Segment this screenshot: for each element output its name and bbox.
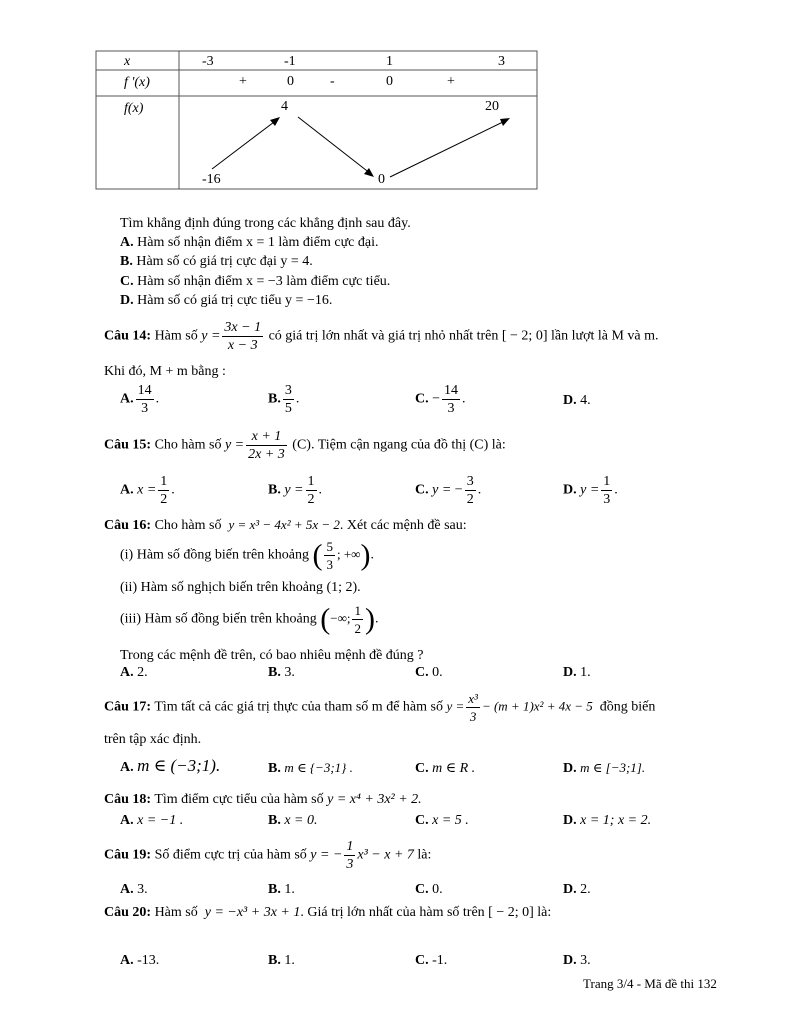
q19-option: B. 1. [268,882,295,897]
q16-stem: Câu 16: Cho hàm số y = x³ − 4x² + 5x − 2. Xét các mệnh đề sau: [104,517,467,533]
q13-option: B. Hàm số có giá trị cực đại y = 4. [120,254,313,269]
table-f-label: f(x) [124,101,144,116]
q20-stem: Câu 20: Hàm số y = −x³ + 3x + 1. Giá trị lớn nhất của hàm số trên [ − 2; 0] là: [104,905,552,920]
q20-option: D. 3. [563,953,591,968]
q19-option: A. 3. [120,882,148,897]
table-sign: 0 [287,74,294,89]
q16-statement-1: (i) Hàm số đồng biến trên khoảng ( $\frac{5}{3}$ ; +∞). [120,538,374,572]
q16-option: D. 1. [563,665,591,680]
q18-option: B. x = 0. [268,813,318,828]
arrow-down [298,117,371,174]
q18-option: D. x = 1; x = 2. [563,813,652,828]
table-fprime-label: f '(x) [124,75,150,90]
q19-stem: Câu 19: Số điểm cực trị của hàm số y = − $\frac{1}{3}$ x³ − x + 7 là: [104,839,432,872]
q14-option-a: A. $\frac{14}{3}$ . [120,383,160,416]
q19-option: C. 0. [415,882,443,897]
q14-option-d: D. 4. [563,393,591,408]
table-f-max: 4 [281,99,288,114]
table-x-value: -1 [284,54,296,69]
q13-prompt: Tìm khẳng định đúng trong các khẳng định sau đây. [120,216,411,231]
table-x-value: 1 [386,54,393,69]
q13-option: C. Hàm số nhận điểm x = −3 làm điểm cực tiểu. [120,274,391,289]
q15-option-d: D. y = $\frac{1}{3}$ . [563,474,618,507]
q19-option: D. 2. [563,882,591,897]
arrow-up-left [212,119,278,169]
q15-stem: Câu 15: Cho hàm số y = $\frac{x + 1}{2x + 3}$ (C). Tiệm cận ngang của đồ thị (C) là: [104,429,506,462]
table-f-end: 20 [485,99,499,114]
q17-option-d: D. m ∈ [−3;1]. [563,760,646,776]
q17-option-a: A. m ∈ (−3;1). [120,756,221,775]
q16-option: C. 0. [415,665,443,680]
table-x-value: -3 [202,54,214,69]
arrow-up-right [390,120,507,177]
q14-option-c: C. − $\frac{14}{3}$ . [415,383,466,416]
q16-option: A. 2. [120,665,148,680]
q14-stem: Câu 14: Hàm số y = $\frac{3x - 1}{x - 3}$ có giá trị lớn nhất và giá trị nhỏ nhất trên [ − 2; 0] lần lượt là M và m. [104,320,659,353]
q17-stem: Câu 17: Tìm tất cả các giá trị thực của tham số m để hàm số y = $\frac{\text{x³}}{3}$ − (m + 1)x² + 4x − 5 đồng biến [104,691,656,724]
q16-statement-2: (ii) Hàm số nghịch biến trên khoảng (1; 2). [120,580,361,595]
q20-option: A. -13. [120,953,160,968]
page-footer: Trang 3/4 - Mã đề thi 132 [583,976,717,991]
q16-statement-3: (iii) Hàm số đồng biến trên khoảng (−∞; $\frac{1}{2}$ ). [120,602,379,636]
q18-option: A. x = −1 . [120,813,184,828]
table-sign: + [447,74,455,89]
q15-option-a: A. x = $\frac{1}{2}$ . [120,474,175,507]
variation-table [0,0,792,200]
table-sign: - [330,74,335,89]
q14-option-b: B. $\frac{3}{5}$ . [268,383,300,416]
q18-stem: Câu 18: Tìm điểm cực tiểu của hàm số y = x⁴ + 3x² + 2. [104,792,422,807]
table-sign: 0 [386,74,393,89]
table-x-value: 3 [498,54,505,69]
table-sign: + [239,74,247,89]
q17-option-c: C. m ∈ R . [415,761,476,776]
q13-option: A. Hàm số nhận điểm x = 1 làm điểm cực đại. [120,235,379,250]
q18-option: C. x = 5 . [415,813,469,828]
q17-line2: trên tập xác định. [104,732,202,747]
q14-line2: Khi đó, M + m bằng : [104,364,226,379]
table-f-min-mid: 0 [378,172,385,187]
q13-option: D. Hàm số có giá trị cực tiểu y = −16. [120,293,333,308]
q20-option: C. -1. [415,953,448,968]
table-x-label: x [124,54,131,69]
q20-option: B. 1. [268,953,295,968]
q16-option: B. 3. [268,665,295,680]
q17-option-b: B. m ∈ {−3;1} . [268,760,353,776]
q16-question: Trong các mệnh đề trên, có bao nhiêu mệnh đề đúng ? [120,648,424,663]
q15-option-b: B. y = $\frac{1}{2}$ . [268,474,323,507]
q15-option-c: C. y = − $\frac{3}{2}$ . [415,474,482,507]
table-f-min-left: -16 [202,172,221,187]
